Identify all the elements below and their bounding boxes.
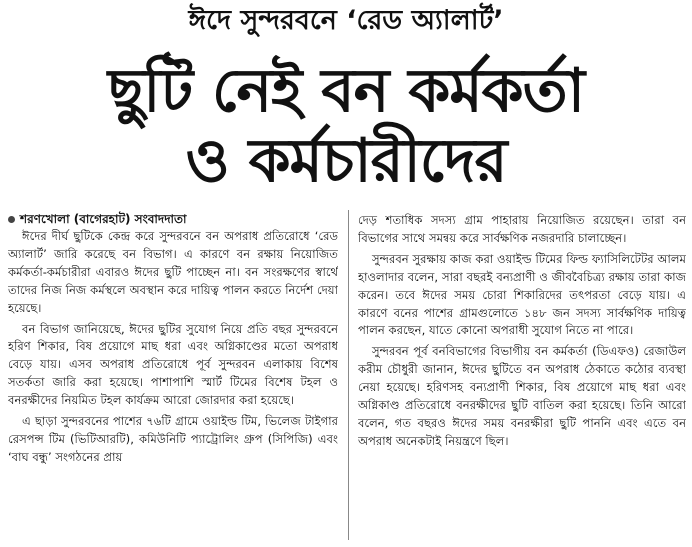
left-column (8, 228, 338, 543)
kicker-headline: ঈদে সুন্দরবনে ‘রেড অ্যালার্ট’ (188, 5, 504, 36)
right-column (358, 212, 686, 543)
paragraph: সুন্দরবন সুরক্ষায় কাজ করা ওয়াইল্ড টিমের ফিল্ড ফ্যাসিলিটেটর আলম হাওলাদার বলেন, সারা বছরই বন্যপ্রাণী ও জীববৈচিত্র্য রক্ষায় তারা কাজ করেন। তবে ঈদের সময় চোরা শিকারিদের তৎপরতা বেড়ে যায়। এ কারণে বনের পাশের গ্রামগুলোতে ১৪৮ জন সদস্য সার্বক্ষণিক দায়িত্ব পালন করছেন, যাতে কোনো অপরাধী সুযোগ নিতে না পারে। (358, 251, 686, 338)
paragraph: সুন্দরবন পূর্ব বনবিভাগের বিভাগীয় বন কর্মকর্তা (ডিএফও) রেজাউল করীম চৌধুরী জানান, ঈদের ছুটিতে বন অপরাধ ঠেকাতে কঠোর ব্যবস্থা নেয়া হয়েছে। হরিণসহ বন্যপ্রাণী শিকার, বিষ প্রয়োগে মাছ ধরা এবং অগ্নিকাণ্ড প্রতিরোধে বনরক্ষীদের ছুটি বাতিল করা হয়েছে। তিনি আরো বলেন, গত বছরও ঈদের সময় বনরক্ষীরা ছুটি পাননি এবং এতে বন অপরাধ অনেকটাই নিয়ন্ত্রণে ছিল। (358, 344, 686, 448)
byline (8, 211, 186, 227)
paragraph: দেড় শতাধিক সদস্য গ্রাম পাহারায় নিয়োজিত রয়েছেন। তারা বন বিভাগের সাথে সমন্বয় করে সার্বক্ষণিক নজরদারি চালাচ্ছেন। (358, 213, 686, 245)
headline-line-2: ও কর্মচারীদের (185, 126, 507, 196)
paragraph: এ ছাড়া সুন্দরবনের পাশের ৭৬টি গ্রামে ওয়াইল্ড টিম, ভিলেজ টাইগার রেসপন্স টিম (ভিটিআরটি), কমিউনিটি প্যাট্রোলিং গ্রুপ (সিপিজি) এবং ‘বাঘ বন্ধু’ সংগঠনের প্রায় (8, 414, 338, 464)
paragraph: ঈদের দীর্ঘ ছুটিকে কেন্দ্র করে সুন্দরবনে বন অপরাধ প্রতিরোধে ‘রেড অ্যালার্ট’ জারি করেছে বন বিভাগ। এ কারণে বন রক্ষায় নিয়োজিত কর্মকর্তা-কর্মচারীরা এবারও ঈদের ছুটি পাচ্ছেন না। বন সংরক্ষণের স্বার্থে তাদের নিজ নিজ কর্মস্থলে অবস্থান করে দায়িত্ব পালন করতে নির্দেশ দেয়া হয়েছে। (8, 229, 338, 315)
byline-text: শরণখোলা (বাগেরহাট) সংবাদদাতা (20, 212, 187, 226)
headline-line-1: ছুটি নেই বন কর্মকর্তা (107, 56, 585, 126)
column-divider (348, 210, 349, 540)
paragraph: বন বিভাগ জানিয়েছে, ঈদের ছুটির সুযোগ নিয়ে প্রতি বছর সুন্দরবনে হরিণ শিকার, বিষ প্রয়োগে মাছ ধরা এবং অগ্নিকাণ্ডের মতো অপরাধ বেড়ে যায়। এসব অপরাধ প্রতিরোধে পূর্ব সুন্দরবন এলাকায় বিশেষ সতর্কতা জারি করা হয়েছে। পাশাপাশি স্মার্ট টিমের বিশেষ টহল ও বনরক্ষীদের নিয়মিত টহল কার্যক্রম আরো জোরদার করা হয়েছে। (8, 321, 338, 408)
bullet-icon (8, 216, 15, 223)
